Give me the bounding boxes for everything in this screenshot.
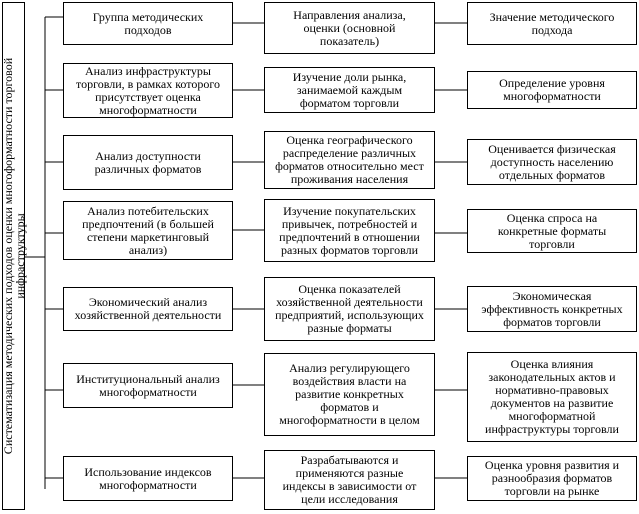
approach-box-1: Анализ инфраструктуры торговли, в рамках которого присутствует оценка многоформатности [63, 63, 233, 118]
header-analysis-direction: Направления анализа, оценки (основной показатель) [264, 2, 435, 54]
approach-box-2: Анализ доступности различных форматов [63, 135, 233, 190]
meaning-box-5: Оценка влияния законодательных актов и нормативно-правовых документов на развитие многоформатной инфраструктуры торговли [467, 352, 637, 442]
direction-box-5: Анализ регулирующего воздействия власти на развитие конкретных форматов и многоформатности в целом [264, 353, 435, 436]
meaning-box-2: Оценивается физическая доступность населению отдельных форматов [467, 139, 637, 185]
meaning-box-3: Оценка спроса на конкретные форматы торговли [467, 209, 637, 253]
approach-box-3: Анализ потебительских предпочтений (в большей степени маркетинговый анализ) [63, 201, 233, 260]
approach-box-5: Институциональный анализ многоформатности [63, 363, 233, 408]
meaning-box-1: Определение уровня многоформатности [467, 71, 637, 109]
connectors-col2-col3 [435, 23, 467, 478]
direction-box-2: Оценка географического распределение различных форматов относительно мест проживания населения [264, 131, 435, 189]
approach-box-4: Экономический анализ хозяйственной деятельности [63, 287, 233, 331]
header-approach-meaning: Значение методического подхода [467, 2, 637, 45]
direction-box-6: Разрабатываются и применяются разные индексы в зависимости от цели исследования [264, 450, 435, 510]
header-approach-group: Группа методических подходов [63, 2, 233, 45]
direction-box-1: Изучение доли рынка, занимаемой каждым форматом торговли [264, 67, 435, 113]
approach-box-6: Использование индексов многоформатности [63, 456, 233, 501]
meaning-box-4: Экономическая эффективность конкретных форматов торговли [467, 286, 637, 332]
meaning-box-6: Оценка уровня развития и разнообразия форматов торговли на рынке [467, 456, 637, 501]
connectors-col1-col2 [233, 23, 264, 478]
direction-box-4: Оценка показателей хозяйственной деятельности предприятий, использующих разные форматы [264, 277, 435, 341]
side-label: Систематизация методических подходов оценки многоформатности торговой инфраструктуры [0, 57, 27, 455]
direction-box-3: Изучение покупательских привычек, потребностей и предпочтений в отношении разных форматов торговли [264, 199, 435, 262]
